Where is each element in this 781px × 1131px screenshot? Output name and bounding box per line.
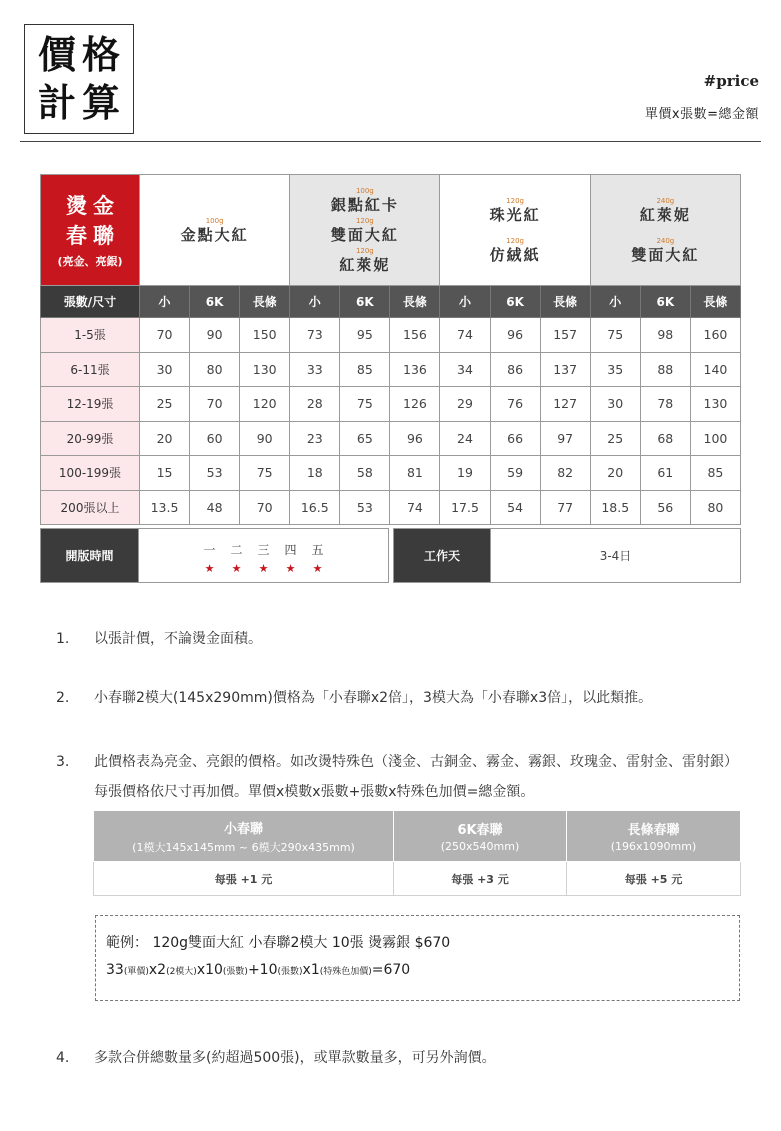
price-cell: 70: [240, 490, 290, 525]
paper-name: 銀點紅卡: [330, 196, 399, 214]
price-cell: 59: [490, 456, 540, 491]
hot-stamp-couplet-cell: [41, 175, 140, 286]
price-cell: 35: [590, 352, 640, 387]
price-cell: 85: [340, 352, 390, 387]
note-4: [56, 1046, 741, 1070]
surcharge-size-spec: (1模大145x145mm ~ 6模大290x435mm): [132, 840, 355, 854]
star-icon: ★: [258, 562, 269, 575]
star-icon: ★: [285, 562, 296, 575]
price-cell: 98: [640, 318, 690, 353]
price-cell: 60: [190, 421, 240, 456]
example-part: x10: [196, 962, 223, 978]
price-cell: 75: [340, 387, 390, 422]
paper-gram: 240g: [656, 197, 675, 205]
note-number: 4.: [56, 1050, 70, 1066]
divider: [20, 141, 761, 142]
price-cell: 33: [290, 352, 340, 387]
quantity-range-label: 100-199張: [41, 456, 140, 491]
size-header-cell: 小: [290, 286, 340, 318]
table-row: [41, 387, 741, 422]
example-part: +10: [247, 962, 278, 978]
note-2: [56, 686, 741, 710]
note-text: 此價格表為亮金、亮銀的價格。如改燙特殊色（淺金、古銅金、霧金、霧銀、玫瑰金、雷射金、雷射銀）每張價格依尺寸再加價。單價x模數x張數+張數x特殊色加價=總金額。: [94, 754, 738, 800]
price-cell: 78: [640, 387, 690, 422]
paper-gram: 120g: [355, 247, 374, 255]
surcharge-header-cell: [567, 811, 741, 862]
price-cell: 53: [340, 490, 390, 525]
price-cell: 24: [440, 421, 490, 456]
size-header-cell: 長條: [240, 286, 290, 318]
weekday-star-row: [139, 562, 388, 575]
paper-name: 仿絨紙: [489, 246, 541, 264]
table-row: [41, 421, 741, 456]
size-header-cell: 6K: [490, 286, 540, 318]
paper-gram: 120g: [506, 197, 524, 205]
page-title-box: [24, 24, 134, 134]
price-cell: 80: [190, 352, 240, 387]
price-cell: 77: [540, 490, 590, 525]
price-cell: 15: [140, 456, 190, 491]
price-cell: 73: [290, 318, 340, 353]
example-part-note: (特殊色加價): [319, 967, 372, 977]
price-cell: 17.5: [440, 490, 490, 525]
note-text: 小春聯2模大(145x290mm)價格為「小春聯x2倍」，3模大為「小春聯x3倍」，以此類推。: [94, 690, 653, 706]
price-cell: 160: [690, 318, 740, 353]
table-row: [41, 318, 741, 353]
page-title-line-2: 計算: [37, 81, 126, 125]
price-table: [40, 174, 741, 525]
note-number: 1.: [56, 631, 70, 647]
example-part-note: (單價): [123, 967, 149, 977]
paper-group-2: [290, 175, 440, 286]
surcharge-header-cell: [94, 811, 394, 862]
price-cell: 76: [490, 387, 540, 422]
note-3: [56, 747, 741, 807]
price-cell: 65: [340, 421, 390, 456]
paper-name: 雙面大紅: [330, 226, 399, 244]
surcharge-header-row: [94, 811, 741, 862]
quantity-range-label: 1-5張: [41, 318, 140, 353]
work-days-value: 3-4日: [490, 528, 741, 583]
price-cell: 156: [390, 318, 440, 353]
paper-group-3: [440, 175, 590, 286]
weekday-label: 四: [284, 543, 297, 557]
price-cell: 54: [490, 490, 540, 525]
formula-caption: 單價x張數=總金額: [644, 107, 759, 122]
example-part-note: (張數): [222, 967, 248, 977]
example-part: 33: [106, 962, 124, 978]
star-icon: ★: [312, 562, 323, 575]
hashtag: #price: [703, 72, 759, 90]
price-cell: 48: [190, 490, 240, 525]
price-cell: 19: [440, 456, 490, 491]
example-part-note: (2模大): [166, 967, 197, 977]
price-cell: 88: [640, 352, 690, 387]
quantity-range-label: 12-19張: [41, 387, 140, 422]
size-header-cell: 6K: [190, 286, 240, 318]
price-cell: 70: [190, 387, 240, 422]
price-cell: 137: [540, 352, 590, 387]
price-cell: 68: [640, 421, 690, 456]
plate-time-label: 開版時間: [40, 528, 139, 583]
example-part: =670: [371, 962, 411, 978]
price-cell: 18.5: [590, 490, 640, 525]
price-cell: 130: [690, 387, 740, 422]
star-icon: ★: [231, 562, 242, 575]
price-cell: 96: [490, 318, 540, 353]
size-header-row: [41, 286, 741, 318]
paper-name: 紅萊妮: [639, 206, 691, 224]
size-header-cell: 長條: [690, 286, 740, 318]
price-cell: 28: [290, 387, 340, 422]
price-cell: 29: [440, 387, 490, 422]
corner-main-line-1: 燙金: [66, 194, 120, 218]
price-cell: 66: [490, 421, 540, 456]
example-box: [95, 915, 740, 1001]
note-text: 以張計價，不論燙金面積。: [94, 631, 262, 647]
surcharge-price: 每張 +1 元: [94, 862, 394, 896]
note-1: [56, 627, 741, 651]
table-row: [41, 490, 741, 525]
table-row: [41, 352, 741, 387]
price-cell: 100: [690, 421, 740, 456]
example-part: x2: [148, 962, 167, 978]
surcharge-size-spec: (250x540mm): [440, 840, 520, 853]
price-cell: 126: [390, 387, 440, 422]
paper-gram: 100g: [205, 217, 224, 225]
price-cell: 130: [240, 352, 290, 387]
price-cell: 157: [540, 318, 590, 353]
price-cell: 75: [590, 318, 640, 353]
example-line-1: 範例： 120g雙面大紅 小春聯2模大 10張 燙霧銀 $670: [106, 935, 451, 951]
quantity-range-label: 6-11張: [41, 352, 140, 387]
note-text: 多款合併總數量多(約超過500張)，或單款數量多，可另外詢價。: [94, 1050, 496, 1066]
price-cell: 75: [240, 456, 290, 491]
star-icon: ★: [204, 562, 215, 575]
surcharge-price: 每張 +5 元: [567, 862, 741, 896]
size-header-cell: 6K: [340, 286, 390, 318]
size-header-cell: 小: [140, 286, 190, 318]
price-cell: 90: [240, 421, 290, 456]
price-cell: 127: [540, 387, 590, 422]
note-number: 2.: [56, 690, 70, 706]
price-cell: 80: [690, 490, 740, 525]
corner-main-line-2: 春聯: [66, 224, 120, 248]
surcharge-price: 每張 +3 元: [394, 862, 567, 896]
quantity-range-label: 20-99張: [41, 421, 140, 456]
plate-days-panel: [138, 528, 389, 583]
price-cell: 70: [140, 318, 190, 353]
weekday-label: 二: [230, 543, 243, 557]
price-cell: 96: [390, 421, 440, 456]
price-cell: 53: [190, 456, 240, 491]
paper-gram: 120g: [506, 237, 524, 245]
price-cell: 30: [140, 352, 190, 387]
price-cell: 18: [290, 456, 340, 491]
table-row: [41, 456, 741, 491]
price-cell: 81: [390, 456, 440, 491]
price-cell: 20: [140, 421, 190, 456]
price-cell: 82: [540, 456, 590, 491]
size-header-cell: 6K: [640, 286, 690, 318]
price-cell: 86: [490, 352, 540, 387]
price-cell: 25: [140, 387, 190, 422]
work-days-label: 工作天: [393, 528, 491, 583]
surcharge-size-spec: (196x1090mm): [610, 840, 697, 853]
paper-group-4: [590, 175, 740, 286]
table-header-row: [41, 175, 741, 286]
paper-name: 珠光紅: [489, 206, 541, 224]
price-cell: 61: [640, 456, 690, 491]
price-cell: 23: [290, 421, 340, 456]
paper-gram: 120g: [355, 217, 374, 225]
price-cell: 85: [690, 456, 740, 491]
price-cell: 30: [590, 387, 640, 422]
price-cell: 16.5: [290, 490, 340, 525]
size-header-cell: 長條: [540, 286, 590, 318]
price-cell: 56: [640, 490, 690, 525]
price-cell: 150: [240, 318, 290, 353]
price-cell: 13.5: [140, 490, 190, 525]
paper-gram: 240g: [656, 237, 675, 245]
paper-name: 紅萊妮: [339, 256, 391, 274]
example-line-2: [106, 962, 410, 978]
size-row-label: 張數/尺寸: [41, 286, 140, 318]
paper-gram: 100g: [355, 187, 374, 195]
weekday-label: 一: [203, 543, 216, 557]
price-cell: 74: [440, 318, 490, 353]
paper-name: 金點大紅: [180, 226, 249, 244]
price-cell: 136: [390, 352, 440, 387]
example-part: x1: [302, 962, 320, 978]
weekday-row: [139, 541, 388, 558]
price-cell: 97: [540, 421, 590, 456]
price-cell: 90: [190, 318, 240, 353]
price-cell: 120: [240, 387, 290, 422]
weekday-label: 五: [311, 543, 324, 557]
special-color-surcharge-table: [93, 810, 741, 896]
note-number: 3.: [56, 754, 70, 770]
price-cell: 74: [390, 490, 440, 525]
size-header-cell: 小: [440, 286, 490, 318]
surcharge-size-title: 6K春聯: [457, 823, 503, 838]
surcharge-price-row: [94, 862, 741, 896]
surcharge-size-title: 長條春聯: [627, 823, 680, 838]
size-header-cell: 長條: [390, 286, 440, 318]
price-cell: 58: [340, 456, 390, 491]
corner-subtitle: (亮金、亮銀): [57, 255, 123, 268]
price-cell: 34: [440, 352, 490, 387]
example-part-note: (張數): [277, 967, 303, 977]
paper-group-1: [140, 175, 290, 286]
price-cell: 95: [340, 318, 390, 353]
price-cell: 20: [590, 456, 640, 491]
weekday-label: 三: [257, 543, 270, 557]
size-header-cell: 小: [590, 286, 640, 318]
page-title-line-1: 價格: [37, 33, 126, 77]
quantity-range-label: 200張以上: [41, 490, 140, 525]
paper-name: 雙面大紅: [631, 246, 700, 264]
surcharge-size-title: 小春聯: [223, 821, 263, 837]
price-cell: 140: [690, 352, 740, 387]
surcharge-header-cell: [394, 811, 567, 862]
price-cell: 25: [590, 421, 640, 456]
